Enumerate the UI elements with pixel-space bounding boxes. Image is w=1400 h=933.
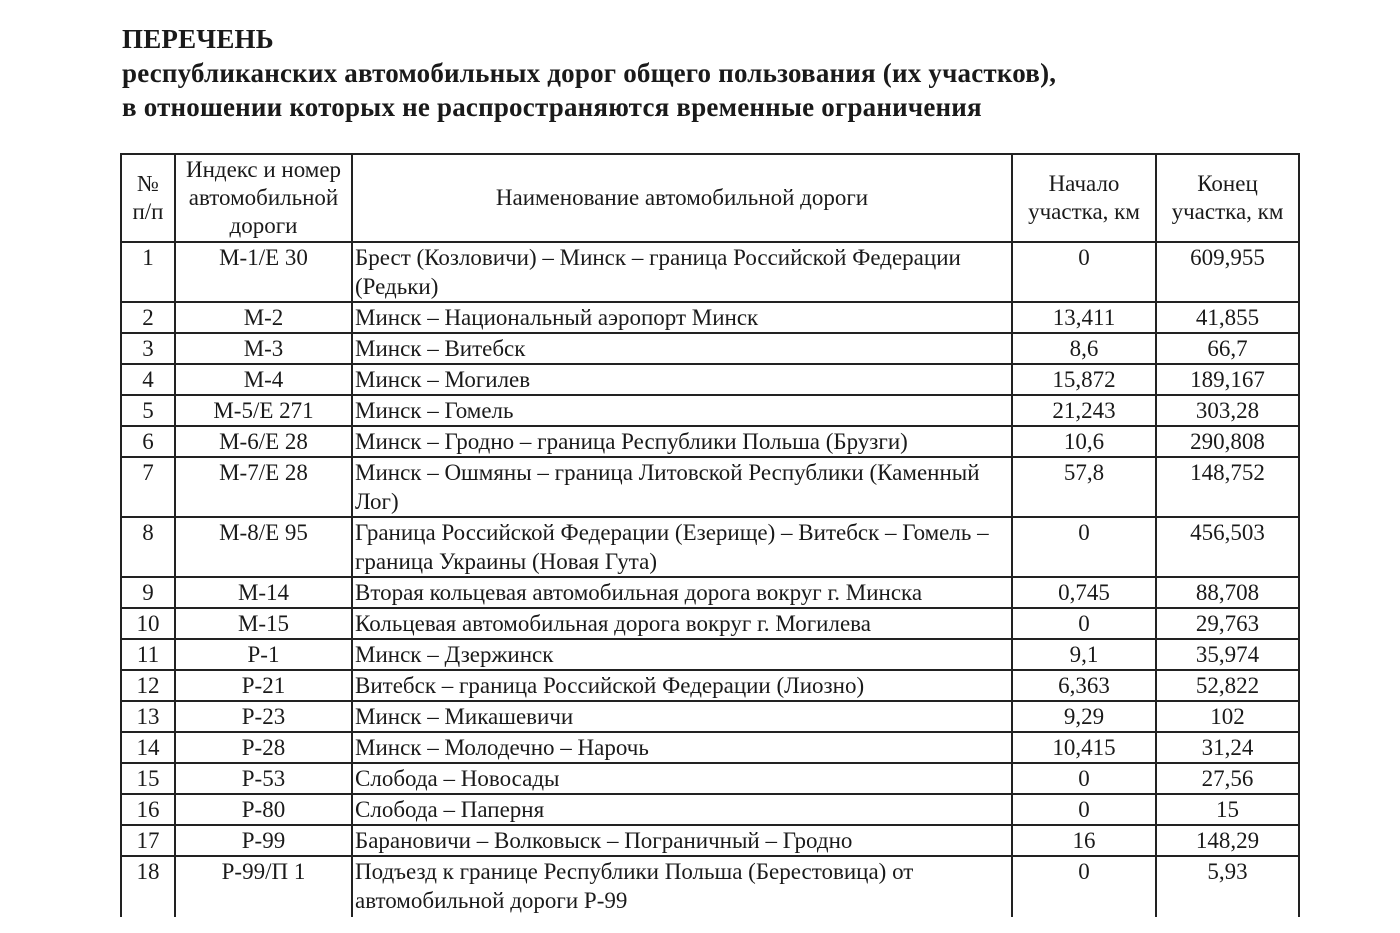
cell-end: 52,822 — [1156, 670, 1299, 701]
cell-num: 1 — [121, 242, 175, 302]
header-name: Наименование автомобильной дороги — [352, 154, 1012, 242]
table-row — [121, 457, 1299, 517]
cell-name: Минск – Гомель — [352, 395, 1012, 426]
cell-index: М-1/Е 30 — [175, 242, 352, 302]
cell-start: 8,6 — [1012, 333, 1156, 364]
cell-num: 4 — [121, 364, 175, 395]
table-row — [121, 333, 1299, 364]
cell-end: 15 — [1156, 794, 1299, 825]
cell-num: 16 — [121, 794, 175, 825]
header-start: Начало участка, км — [1012, 154, 1156, 242]
cell-end: 290,808 — [1156, 426, 1299, 457]
cell-index: Р-99 — [175, 825, 352, 856]
cell-name: Минск – Дзержинск — [352, 639, 1012, 670]
cell-end: 148,29 — [1156, 825, 1299, 856]
cell-end: 41,855 — [1156, 302, 1299, 333]
cell-num: 11 — [121, 639, 175, 670]
cell-name: Слобода – Новосады — [352, 763, 1012, 794]
document-subtitle-line-1: республиканских автомобильных дорог общего пользования (их участков), — [122, 58, 1057, 88]
cell-end: 148,752 — [1156, 457, 1299, 517]
cell-index: Р-80 — [175, 794, 352, 825]
table-row — [121, 856, 1299, 917]
cell-end: 27,56 — [1156, 763, 1299, 794]
cell-index: Р-21 — [175, 670, 352, 701]
cell-index: М-14 — [175, 577, 352, 608]
table-row — [121, 670, 1299, 701]
cell-name: Брест (Козловичи) – Минск – граница Российской Федерации (Редьки) — [352, 242, 1012, 302]
cell-start: 21,243 — [1012, 395, 1156, 426]
cell-index: М-15 — [175, 608, 352, 639]
table-row — [121, 426, 1299, 457]
cell-num: 18 — [121, 856, 175, 917]
table-row — [121, 302, 1299, 333]
cell-start: 10,6 — [1012, 426, 1156, 457]
cell-end: 5,93 — [1156, 856, 1299, 917]
cell-name: Кольцевая автомобильная дорога вокруг г. Могилева — [352, 608, 1012, 639]
cell-end: 31,24 — [1156, 732, 1299, 763]
cell-index: М-2 — [175, 302, 352, 333]
cell-num: 6 — [121, 426, 175, 457]
table-row — [121, 701, 1299, 732]
table-row — [121, 794, 1299, 825]
cell-start: 0 — [1012, 763, 1156, 794]
cell-name: Минск – Ошмяны – граница Литовской Республики (Каменный Лог) — [352, 457, 1012, 517]
cell-num: 7 — [121, 457, 175, 517]
table-body — [121, 242, 1299, 917]
cell-start: 0 — [1012, 608, 1156, 639]
cell-end: 609,955 — [1156, 242, 1299, 302]
cell-start: 57,8 — [1012, 457, 1156, 517]
cell-name: Минск – Национальный аэропорт Минск — [352, 302, 1012, 333]
cell-index: М-6/Е 28 — [175, 426, 352, 457]
cell-name: Вторая кольцевая автомобильная дорога вокруг г. Минска — [352, 577, 1012, 608]
header-num: № п/п — [121, 154, 175, 242]
table-header-row — [121, 154, 1299, 242]
cell-name: Минск – Микашевичи — [352, 701, 1012, 732]
table-row — [121, 825, 1299, 856]
table-row — [121, 577, 1299, 608]
cell-num: 5 — [121, 395, 175, 426]
header-end: Конец участка, км — [1156, 154, 1299, 242]
table-row — [121, 364, 1299, 395]
cell-num: 8 — [121, 517, 175, 577]
cell-end: 88,708 — [1156, 577, 1299, 608]
cell-name: Слобода – Паперня — [352, 794, 1012, 825]
cell-index: М-8/Е 95 — [175, 517, 352, 577]
cell-name: Минск – Могилев — [352, 364, 1012, 395]
cell-index: М-4 — [175, 364, 352, 395]
cell-start: 9,29 — [1012, 701, 1156, 732]
table-row — [121, 608, 1299, 639]
table-row — [121, 395, 1299, 426]
cell-name: Подъезд к границе Республики Польша (Берестовица) от автомобильной дороги Р-99 — [352, 856, 1012, 917]
cell-num: 15 — [121, 763, 175, 794]
cell-start: 0 — [1012, 517, 1156, 577]
table-row — [121, 517, 1299, 577]
cell-end: 66,7 — [1156, 333, 1299, 364]
cell-name: Минск – Витебск — [352, 333, 1012, 364]
cell-num: 14 — [121, 732, 175, 763]
cell-index: М-5/Е 271 — [175, 395, 352, 426]
cell-start: 16 — [1012, 825, 1156, 856]
cell-start: 15,872 — [1012, 364, 1156, 395]
cell-index: Р-53 — [175, 763, 352, 794]
cell-end: 303,28 — [1156, 395, 1299, 426]
cell-start: 0 — [1012, 794, 1156, 825]
cell-end: 456,503 — [1156, 517, 1299, 577]
cell-end: 102 — [1156, 701, 1299, 732]
table-row — [121, 639, 1299, 670]
cell-start: 9,1 — [1012, 639, 1156, 670]
cell-start: 0 — [1012, 856, 1156, 917]
header-index: Индекс и номер автомобильной дороги — [175, 154, 352, 242]
cell-index: Р-28 — [175, 732, 352, 763]
cell-start: 13,411 — [1012, 302, 1156, 333]
cell-name: Барановичи – Волковыск – Пограничный – Гродно — [352, 825, 1012, 856]
document-subtitle-line-2: в отношении которых не распространяются временные ограничения — [122, 92, 982, 122]
cell-name: Граница Российской Федерации (Езерище) – Витебск – Гомель – граница Украины (Новая Гута) — [352, 517, 1012, 577]
cell-index: Р-99/П 1 — [175, 856, 352, 917]
cell-name: Минск – Гродно – граница Республики Польша (Брузги) — [352, 426, 1012, 457]
cell-index: М-7/Е 28 — [175, 457, 352, 517]
cell-index: Р-23 — [175, 701, 352, 732]
cell-end: 35,974 — [1156, 639, 1299, 670]
cell-start: 0,745 — [1012, 577, 1156, 608]
cell-end: 29,763 — [1156, 608, 1299, 639]
table-row — [121, 242, 1299, 302]
cell-index: Р-1 — [175, 639, 352, 670]
cell-end: 189,167 — [1156, 364, 1299, 395]
cell-num: 2 — [121, 302, 175, 333]
table-row — [121, 732, 1299, 763]
cell-index: М-3 — [175, 333, 352, 364]
cell-num: 13 — [121, 701, 175, 732]
document-heading — [122, 22, 1056, 124]
cell-num: 3 — [121, 333, 175, 364]
cell-name: Витебск – граница Российской Федерации (Лиозно) — [352, 670, 1012, 701]
cell-num: 9 — [121, 577, 175, 608]
cell-name: Минск – Молодечно – Нарочь — [352, 732, 1012, 763]
cell-num: 12 — [121, 670, 175, 701]
table-row — [121, 763, 1299, 794]
cell-start: 0 — [1012, 242, 1156, 302]
cell-num: 17 — [121, 825, 175, 856]
document-title: ПЕРЕЧЕНЬ — [122, 24, 274, 54]
cell-num: 10 — [121, 608, 175, 639]
roads-table — [120, 153, 1300, 917]
cell-start: 10,415 — [1012, 732, 1156, 763]
cell-start: 6,363 — [1012, 670, 1156, 701]
